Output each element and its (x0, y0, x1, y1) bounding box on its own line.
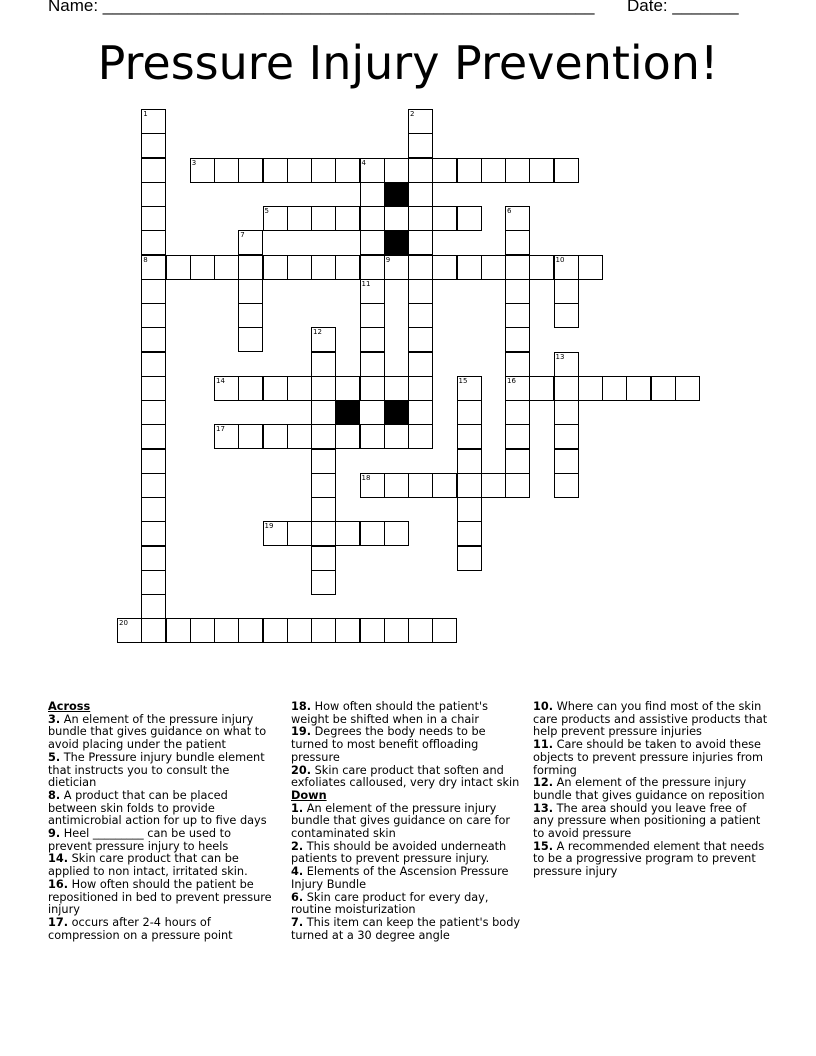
answer-cell[interactable] (311, 449, 336, 474)
black-square (384, 400, 409, 425)
answer-cell[interactable] (141, 133, 166, 158)
clue-text: An element of the pressure injury bundle that gives guidance on what to avoid placing under the patient (48, 712, 267, 752)
clue-text: How often should the patient's weight be shifted when in a chair (291, 700, 489, 726)
clue-number: 14 (216, 376, 225, 385)
clue-number: 5. (48, 750, 61, 764)
answer-cell[interactable] (141, 182, 166, 207)
clue-text: Where can you find most of the skin care products and assistive products that help prevent pressure injuries (533, 700, 768, 739)
answer-cell[interactable] (408, 206, 433, 231)
clue-column-3 (533, 701, 769, 879)
answer-cell[interactable] (360, 327, 385, 352)
clue-across (48, 752, 276, 790)
clue-across (291, 701, 523, 726)
answer-cell[interactable] (408, 303, 433, 328)
answer-cell[interactable] (238, 327, 263, 352)
answer-cell[interactable] (457, 376, 482, 401)
clue-number: 7 (240, 231, 245, 240)
answer-cell[interactable] (141, 230, 166, 255)
answer-cell[interactable] (263, 424, 288, 449)
answer-cell[interactable] (311, 327, 336, 352)
answer-cell[interactable] (360, 255, 385, 280)
name-field-label: Name: ____________________________________________________ (48, 0, 595, 15)
answer-cell[interactable] (238, 303, 263, 328)
answer-cell[interactable] (408, 473, 433, 498)
clue-text: The area should you leave free of any pressure when positioning a patient to avoid pressure (533, 801, 761, 841)
answer-cell[interactable] (505, 352, 530, 377)
answer-cell[interactable] (214, 255, 239, 280)
answer-cell[interactable] (360, 230, 385, 255)
answer-cell[interactable] (408, 352, 433, 377)
answer-cell[interactable] (505, 424, 530, 449)
answer-cell[interactable] (554, 303, 579, 328)
clue-number: 15 (458, 376, 468, 385)
answer-cell[interactable] (311, 158, 336, 183)
answer-cell[interactable] (675, 376, 700, 401)
answer-cell[interactable] (554, 473, 579, 498)
answer-cell[interactable] (432, 206, 457, 231)
answer-cell[interactable] (311, 206, 336, 231)
answer-cell[interactable] (408, 327, 433, 352)
clue-number: 4 (361, 158, 366, 167)
clue-text: This item can keep the patient's body turned at a 30 degree angle (291, 915, 521, 942)
clue-number: 14. (48, 852, 69, 866)
clue-across (291, 765, 523, 790)
answer-cell[interactable] (141, 521, 166, 546)
answer-cell[interactable] (505, 303, 530, 328)
clue-down (291, 892, 523, 917)
clue-text: An element of the pressure injury bundle that gives guidance on reposition (533, 776, 765, 802)
answer-cell[interactable] (384, 618, 409, 643)
answer-cell[interactable] (287, 618, 312, 643)
clue-down (291, 866, 523, 891)
clue-number: 10 (555, 255, 565, 264)
clue-text: A recommended element that needs to be a progressive program to prevent pressure injury (533, 839, 765, 879)
answer-cell[interactable] (602, 376, 627, 401)
answer-cell[interactable] (360, 521, 385, 546)
answer-cell[interactable] (311, 618, 336, 643)
across-heading: Across (48, 700, 91, 713)
answer-cell[interactable] (481, 473, 506, 498)
clue-across (48, 917, 276, 942)
answer-cell[interactable] (311, 400, 336, 425)
answer-cell[interactable] (190, 158, 215, 183)
answer-cell[interactable] (238, 279, 263, 304)
answer-cell[interactable] (141, 376, 166, 401)
clue-down (291, 917, 523, 942)
answer-cell[interactable] (408, 230, 433, 255)
answer-cell[interactable] (408, 400, 433, 425)
answer-cell[interactable] (311, 473, 336, 498)
clue-column-2 (291, 701, 523, 942)
answer-cell[interactable] (141, 473, 166, 498)
clue-number: 2 (410, 110, 415, 118)
answer-cell[interactable] (360, 618, 385, 643)
clue-across (48, 853, 276, 878)
black-square (384, 182, 409, 207)
answer-cell[interactable] (384, 521, 409, 546)
answer-cell[interactable] (311, 521, 336, 546)
clue-text: A product that can be placed between skin folds to provide antimicrobial action for up to five days (48, 788, 267, 828)
answer-cell[interactable] (457, 497, 482, 522)
clue-number: 4. (291, 865, 304, 879)
clue-number: 2. (291, 839, 304, 853)
answer-cell[interactable] (554, 376, 579, 401)
answer-cell[interactable] (263, 521, 288, 546)
answer-cell[interactable] (287, 158, 312, 183)
answer-cell[interactable] (408, 133, 433, 158)
answer-cell[interactable] (311, 570, 336, 595)
answer-cell[interactable] (432, 618, 457, 643)
answer-cell[interactable] (505, 279, 530, 304)
answer-cell[interactable] (360, 303, 385, 328)
clue-number: 16 (507, 376, 516, 385)
answer-cell[interactable] (214, 376, 239, 401)
clue-number: 13 (555, 352, 565, 361)
answer-cell[interactable] (384, 473, 409, 498)
answer-cell[interactable] (505, 376, 530, 401)
clue-across (48, 790, 276, 828)
clue-down (291, 803, 523, 841)
answer-cell[interactable] (141, 449, 166, 474)
answer-cell[interactable] (335, 521, 360, 546)
answer-cell[interactable] (360, 473, 385, 498)
clue-number: 11. (533, 738, 554, 752)
clue-text: Elements of the Ascension Pressure Injury Bundle (291, 865, 509, 891)
answer-cell[interactable] (263, 618, 288, 643)
answer-cell[interactable] (311, 376, 336, 401)
answer-cell[interactable] (311, 255, 336, 280)
answer-cell[interactable] (141, 352, 166, 377)
answer-cell[interactable] (408, 255, 433, 280)
answer-cell[interactable] (384, 376, 409, 401)
clue-text: The Pressure injury bundle element that instructs you to consult the dietician (48, 750, 265, 790)
clue-text: Care should be taken to avoid these objects to prevent pressure injuries from forming (533, 738, 764, 777)
answer-cell[interactable] (311, 546, 336, 571)
clue-text: Skin care product that can be applied to non intact, irritated skin. (48, 852, 248, 879)
answer-cell[interactable] (554, 279, 579, 304)
answer-cell[interactable] (554, 449, 579, 474)
answer-cell[interactable] (166, 618, 191, 643)
answer-cell[interactable] (384, 206, 409, 231)
answer-cell[interactable] (141, 497, 166, 522)
answer-cell[interactable] (408, 376, 433, 401)
answer-cell[interactable] (457, 255, 482, 280)
answer-cell[interactable] (141, 303, 166, 328)
answer-cell[interactable] (578, 255, 603, 280)
answer-cell[interactable] (287, 376, 312, 401)
answer-cell[interactable] (554, 255, 579, 280)
answer-cell[interactable] (360, 182, 385, 207)
answer-cell[interactable] (287, 521, 312, 546)
answer-cell[interactable] (335, 376, 360, 401)
answer-cell[interactable] (408, 279, 433, 304)
answer-cell[interactable] (141, 570, 166, 595)
clue-number: 10. (533, 700, 554, 713)
answer-cell[interactable] (457, 158, 482, 183)
clue-down (533, 701, 769, 739)
clue-number: 16. (48, 877, 69, 891)
black-square (335, 400, 360, 425)
answer-cell[interactable] (457, 424, 482, 449)
answer-cell[interactable] (505, 327, 530, 352)
answer-cell[interactable] (190, 618, 215, 643)
answer-cell[interactable] (166, 255, 191, 280)
clue-number: 15. (533, 839, 554, 853)
answer-cell[interactable] (238, 158, 263, 183)
clue-number: 17. (48, 915, 69, 929)
clue-number: 1 (143, 110, 148, 118)
answer-cell[interactable] (408, 182, 433, 207)
answer-cell[interactable] (141, 546, 166, 571)
answer-cell[interactable] (505, 255, 530, 280)
answer-cell[interactable] (360, 279, 385, 304)
clue-number: 17 (216, 425, 225, 434)
answer-cell[interactable] (384, 255, 409, 280)
answer-cell[interactable] (481, 255, 506, 280)
clue-number: 9. (48, 827, 61, 841)
clue-number: 18. (291, 700, 312, 713)
clue-number: 8. (48, 788, 61, 802)
answer-cell[interactable] (263, 376, 288, 401)
clue-text: Heel _________ can be used to prevent pressure injury to heels (48, 827, 231, 853)
answer-cell[interactable] (529, 255, 554, 280)
clue-across (48, 879, 276, 917)
clue-number: 20. (291, 763, 312, 777)
answer-cell[interactable] (529, 376, 554, 401)
answer-cell[interactable] (432, 158, 457, 183)
clue-number: 12 (313, 328, 322, 337)
answer-cell[interactable] (287, 424, 312, 449)
clue-across (291, 726, 523, 764)
answer-cell[interactable] (141, 109, 166, 134)
answer-cell[interactable] (481, 158, 506, 183)
clue-text: Degrees the body needs to be turned to most benefit offloading pressure (291, 725, 486, 764)
date-field-label: Date: _______ (627, 0, 739, 15)
answer-cell[interactable] (141, 618, 166, 643)
clue-down (291, 841, 523, 866)
answer-cell[interactable] (141, 327, 166, 352)
answer-cell[interactable] (214, 424, 239, 449)
clue-number: 3. (48, 712, 61, 726)
clue-column-1 (48, 701, 276, 942)
answer-cell[interactable] (626, 376, 651, 401)
clue-number: 6. (291, 890, 304, 904)
answer-cell[interactable] (360, 352, 385, 377)
answer-cell[interactable] (263, 255, 288, 280)
clue-across (48, 714, 276, 752)
answer-cell[interactable] (238, 424, 263, 449)
clue-down (533, 803, 769, 841)
answer-cell[interactable] (384, 424, 409, 449)
black-square (384, 230, 409, 255)
clue-number: 5 (264, 207, 269, 215)
answer-cell[interactable] (505, 449, 530, 474)
clue-number: 19. (291, 725, 312, 739)
answer-cell[interactable] (505, 230, 530, 255)
clue-number: 18 (361, 473, 371, 482)
answer-cell[interactable] (651, 376, 676, 401)
answer-cell[interactable] (117, 618, 142, 643)
answer-cell[interactable] (408, 109, 433, 134)
answer-cell[interactable] (335, 206, 360, 231)
clue-number: 11 (361, 279, 371, 288)
clue-number: 1. (291, 801, 304, 815)
answer-cell[interactable] (335, 618, 360, 643)
answer-cell[interactable] (287, 206, 312, 231)
answer-cell[interactable] (432, 255, 457, 280)
answer-cell[interactable] (141, 424, 166, 449)
answer-cell[interactable] (287, 255, 312, 280)
clue-down (533, 841, 769, 879)
clue-number: 6 (507, 207, 512, 215)
answer-cell[interactable] (141, 594, 166, 619)
answer-cell[interactable] (190, 255, 215, 280)
answer-cell[interactable] (311, 424, 336, 449)
answer-cell[interactable] (457, 449, 482, 474)
clue-text: This should be avoided underneath patients to prevent pressure injury. (291, 839, 507, 866)
clue-text: Skin care product for every day, routine moisturization (291, 890, 489, 917)
answer-cell[interactable] (311, 497, 336, 522)
answer-cell[interactable] (214, 158, 239, 183)
answer-cell[interactable] (432, 473, 457, 498)
clue-number: 12. (533, 776, 554, 790)
answer-cell[interactable] (505, 473, 530, 498)
answer-cell[interactable] (505, 206, 530, 231)
clue-number: 13. (533, 801, 554, 815)
clue-number: 19 (264, 522, 274, 531)
answer-cell[interactable] (408, 618, 433, 643)
answer-cell[interactable] (360, 206, 385, 231)
clue-text: occurs after 2-4 hours of compression on a pressure point (48, 915, 233, 942)
answer-cell[interactable] (505, 158, 530, 183)
answer-cell[interactable] (263, 158, 288, 183)
answer-cell[interactable] (238, 230, 263, 255)
answer-cell[interactable] (457, 473, 482, 498)
answer-cell[interactable] (335, 424, 360, 449)
answer-cell[interactable] (238, 255, 263, 280)
answer-cell[interactable] (360, 424, 385, 449)
answer-cell[interactable] (408, 424, 433, 449)
down-heading: Down (291, 788, 327, 802)
answer-cell[interactable] (554, 158, 579, 183)
answer-cell[interactable] (360, 158, 385, 183)
clue-number: 8 (143, 255, 148, 264)
answer-cell[interactable] (578, 376, 603, 401)
answer-cell[interactable] (529, 158, 554, 183)
answer-cell[interactable] (141, 400, 166, 425)
clue-text: An element of the pressure injury bundle that gives guidance on care for contaminated skin (291, 801, 511, 841)
answer-cell[interactable] (141, 255, 166, 280)
answer-cell[interactable] (457, 206, 482, 231)
answer-cell[interactable] (214, 618, 239, 643)
answer-cell[interactable] (457, 521, 482, 546)
clue-down (533, 777, 769, 802)
answer-cell[interactable] (141, 206, 166, 231)
answer-cell[interactable] (141, 158, 166, 183)
answer-cell[interactable] (505, 400, 530, 425)
answer-cell[interactable] (554, 400, 579, 425)
answer-cell[interactable] (360, 376, 385, 401)
answer-cell[interactable] (457, 400, 482, 425)
answer-cell[interactable] (335, 255, 360, 280)
answer-cell[interactable] (311, 352, 336, 377)
answer-cell[interactable] (263, 206, 288, 231)
answer-cell[interactable] (554, 424, 579, 449)
answer-cell[interactable] (141, 279, 166, 304)
answer-cell[interactable] (238, 618, 263, 643)
clue-down (533, 739, 769, 777)
clue-text: How often should the patient be repositioned in bed to prevent pressure injury (48, 877, 272, 917)
clue-across (48, 828, 276, 853)
answer-cell[interactable] (384, 158, 409, 183)
clue-number: 9 (385, 255, 391, 264)
clue-text: Skin care product that soften and exfoliates calloused, very dry intact skin (291, 763, 520, 790)
answer-cell[interactable] (238, 376, 263, 401)
clue-number: 3 (191, 158, 197, 167)
answer-cell[interactable] (457, 546, 482, 571)
clue-number: 7. (291, 915, 304, 929)
answer-cell[interactable] (335, 158, 360, 183)
answer-cell[interactable] (554, 352, 579, 377)
answer-cell[interactable] (408, 158, 433, 183)
page-title: Pressure Injury Prevention! (97, 36, 719, 90)
clue-number: 20 (119, 619, 128, 628)
